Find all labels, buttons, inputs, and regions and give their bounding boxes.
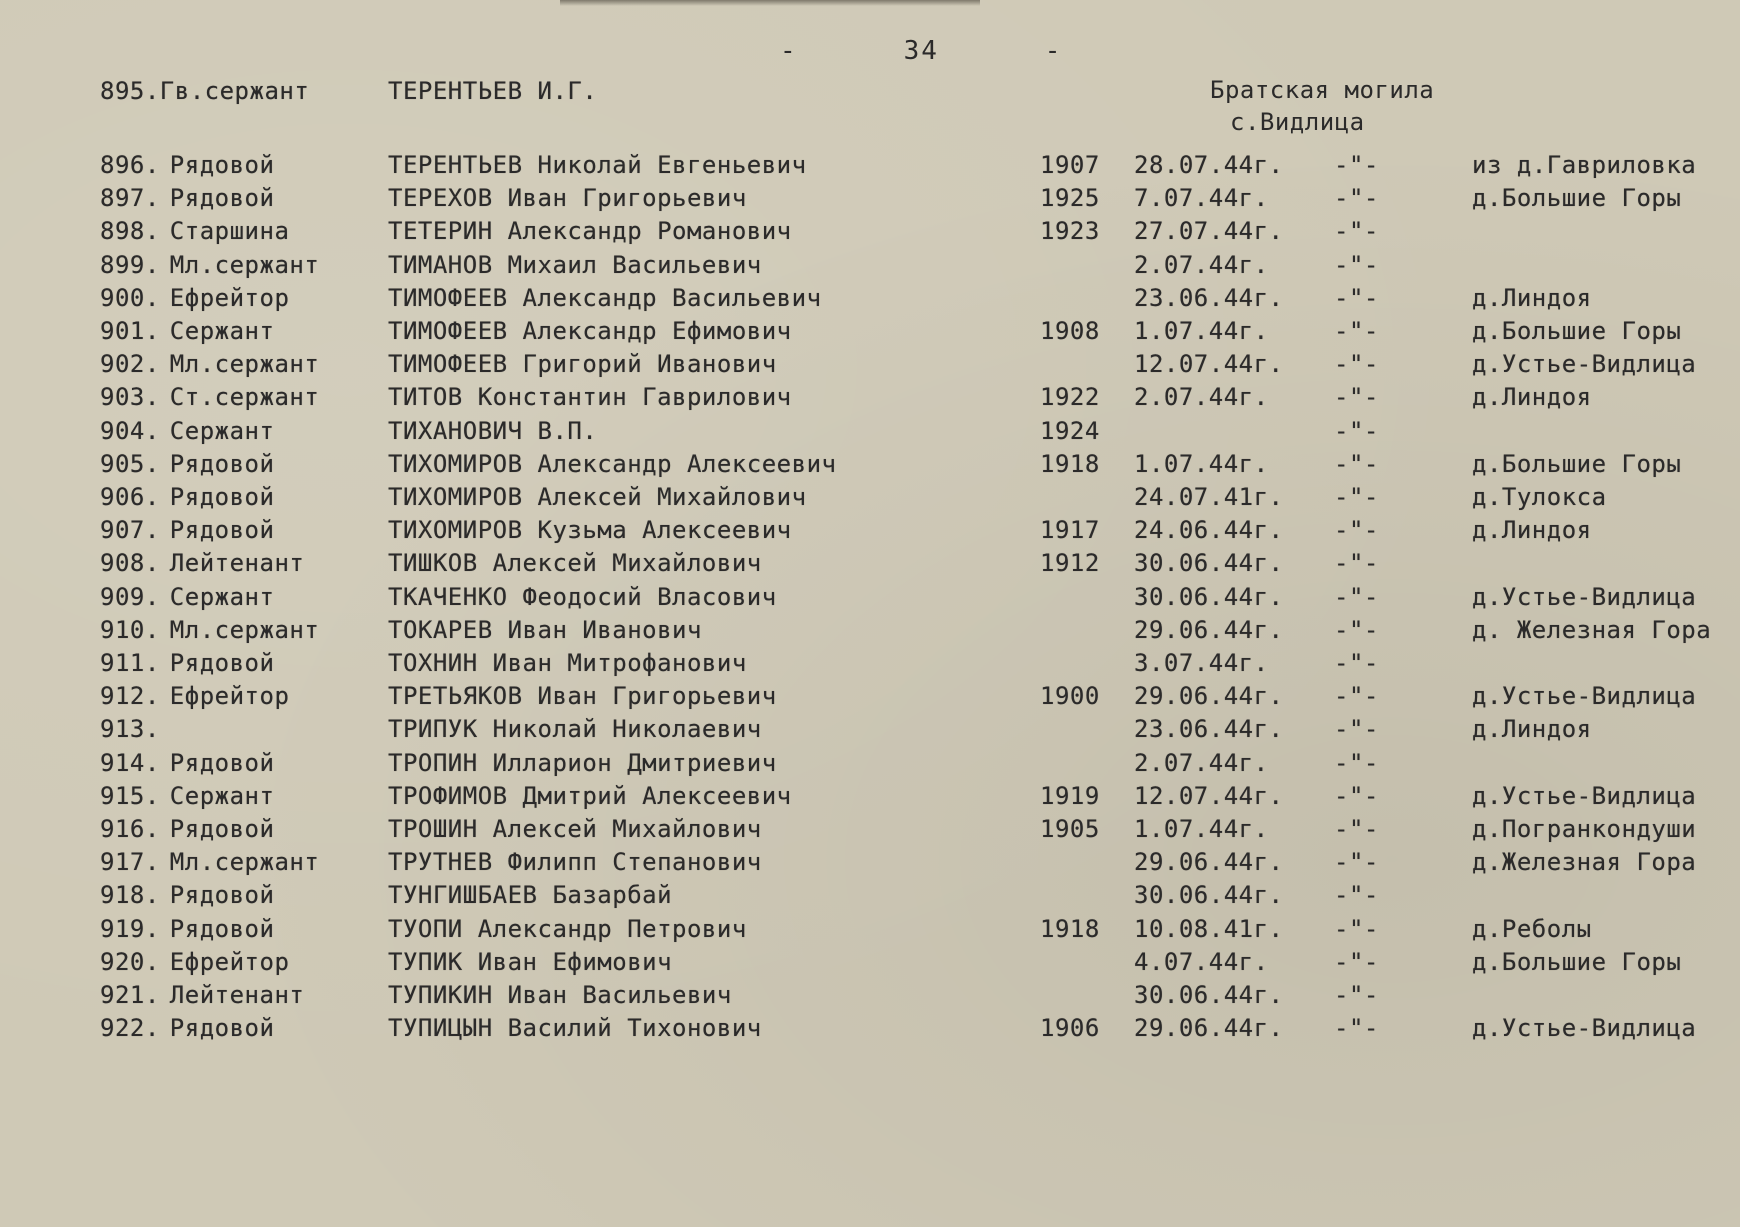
entry-name: ТИШКОВ Алексей Михайлович xyxy=(388,549,762,578)
entry-ditto-mark: -"- xyxy=(1334,217,1379,246)
entry-name: ТОХНИН Иван Митрофанович xyxy=(388,649,747,677)
entry-number: 918. xyxy=(100,881,160,910)
entry-number: 902. xyxy=(100,350,160,379)
entry-origin-place: д.Большие Горы xyxy=(1472,317,1682,345)
list-item xyxy=(0,248,1740,282)
list-item xyxy=(0,978,1740,1012)
entry-number-rank xyxy=(100,546,370,580)
entry-name: ТКАЧЕНКО Феодосий Власович xyxy=(388,582,777,611)
entry-number: 907. xyxy=(100,516,160,545)
entry-number-rank xyxy=(100,447,370,481)
entry-death-date: 30.06.44г. xyxy=(1134,582,1284,611)
entry-birth-year: 1922 xyxy=(1040,383,1100,412)
entry-name: ТИМОФЕЕВ Александр Васильевич xyxy=(388,283,822,312)
entry-origin-place: д.Устье-Видлица xyxy=(1472,781,1697,810)
entry-rank: Рядовой xyxy=(169,483,275,511)
entry-rank: Рядовой xyxy=(169,184,275,213)
entry-name: ТРИПУК Николай Николаевич xyxy=(388,715,762,744)
entry-number-rank xyxy=(100,812,370,846)
entry-number: 911. xyxy=(100,649,160,677)
entry-birth-year: 1900 xyxy=(1040,682,1100,711)
entry-number-rank xyxy=(100,912,370,946)
entry-death-date: 1.07.44г. xyxy=(1134,815,1269,843)
entry-ditto-mark: -"- xyxy=(1334,549,1379,578)
entry-origin-place: д.Устье-Видлица xyxy=(1472,1014,1697,1043)
list-item xyxy=(0,646,1740,680)
entry-death-date: 30.06.44г. xyxy=(1134,881,1284,910)
entry-number-rank xyxy=(100,148,370,182)
entry-death-date: 30.06.44г. xyxy=(1134,981,1284,1009)
list-item xyxy=(0,580,1740,614)
list-item xyxy=(0,945,1740,979)
entry-ditto-mark: -"- xyxy=(1334,449,1379,478)
entry-rank: Лейтенант xyxy=(169,981,305,1009)
entry-origin-place: д.Линдоя xyxy=(1472,715,1592,744)
entry-death-date: 29.06.44г. xyxy=(1134,1014,1284,1043)
entry-name: ТУПИЦЫН Василий Тихонович xyxy=(388,1014,762,1043)
entry-death-date: 2.07.44г. xyxy=(1134,383,1269,412)
list-item xyxy=(0,447,1740,481)
entry-death-date: 10.08.41г. xyxy=(1134,914,1284,943)
entry-origin-place: из д.Гавриловка xyxy=(1472,151,1697,179)
burial-place-line2: с.Видлица xyxy=(1230,108,1365,136)
entry-ditto-mark: -"- xyxy=(1334,981,1379,1009)
entry-number-rank xyxy=(100,513,370,547)
entry-number: 897. xyxy=(100,184,160,213)
entry-name: ТЕРЕНТЬЕВ Николай Евгеньевич xyxy=(388,151,807,179)
list-item xyxy=(0,746,1740,780)
entry-ditto-mark: -"- xyxy=(1334,516,1379,545)
entry-ditto-mark: -"- xyxy=(1334,914,1379,943)
entry-number-rank xyxy=(100,613,370,647)
entry-ditto-mark: -"- xyxy=(1334,1014,1379,1043)
entry-rank: Рядовой xyxy=(169,815,275,843)
entry-name: ТРЕТЬЯКОВ Иван Григорьевич xyxy=(388,682,777,711)
entry-number: 914. xyxy=(100,748,160,777)
entry-number: 895. xyxy=(100,77,160,105)
entry-death-date: 29.06.44г. xyxy=(1134,848,1284,877)
entry-birth-year: 1918 xyxy=(1040,914,1100,943)
entry-rank: Сержант xyxy=(169,416,275,445)
entry-number-rank xyxy=(100,679,370,713)
entry-name: ТИХОМИРОВ Александр Алексеевич xyxy=(388,449,837,478)
entry-rank: Рядовой xyxy=(169,748,275,777)
list-item xyxy=(0,912,1740,946)
entry-number-rank xyxy=(100,878,370,912)
entry-origin-place: д.Реболы xyxy=(1472,914,1592,943)
entry-name: ТОКАРЕВ Иван Иванович xyxy=(388,615,702,644)
entry-origin-place: д.Устье-Видлица xyxy=(1472,350,1697,379)
entry-ditto-mark: -"- xyxy=(1334,615,1379,644)
entry-ditto-mark: -"- xyxy=(1334,383,1379,412)
entry-birth-year: 1912 xyxy=(1040,549,1100,578)
entry-ditto-mark: -"- xyxy=(1334,682,1379,711)
entry-rank: Мл.сержант xyxy=(169,350,320,379)
entry-name: ТИХАНОВИЧ В.П. xyxy=(388,416,598,445)
entry-ditto-mark: -"- xyxy=(1334,151,1379,179)
entry-number: 921. xyxy=(100,981,160,1009)
entry-number-rank xyxy=(100,414,370,448)
list-item xyxy=(0,347,1740,381)
entry-ditto-mark: -"- xyxy=(1334,881,1379,910)
entry-ditto-mark: -"- xyxy=(1334,947,1379,976)
entry-name: ТРУТНЕВ Филипп Степанович xyxy=(388,848,762,877)
entry-rank: Ефрейтор xyxy=(169,682,290,711)
entry-rank: Ефрейтор xyxy=(169,947,290,976)
entry-birth-year: 1906 xyxy=(1040,1014,1100,1043)
entry-number: 910. xyxy=(100,615,160,644)
entry-number-rank xyxy=(100,214,370,248)
entry-number: 900. xyxy=(100,283,160,312)
entry-rank: Сержант xyxy=(169,317,275,345)
list-item xyxy=(0,845,1740,879)
entry-origin-place: д.Большие Горы xyxy=(1472,947,1682,976)
entry-ditto-mark: -"- xyxy=(1334,350,1379,379)
header-name: ТЕРЕНТЬЕВ И.Г. xyxy=(388,77,598,105)
list-item xyxy=(0,480,1740,514)
entry-ditto-mark: -"- xyxy=(1334,483,1379,511)
entry-death-date: 23.06.44г. xyxy=(1134,715,1284,744)
entry-ditto-mark: -"- xyxy=(1334,582,1379,611)
entry-rank: Рядовой xyxy=(169,914,275,943)
entry-ditto-mark: -"- xyxy=(1334,317,1379,345)
entry-ditto-mark: -"- xyxy=(1334,815,1379,843)
entry-ditto-mark: -"- xyxy=(1334,848,1379,877)
entry-name: ТРОФИМОВ Дмитрий Алексеевич xyxy=(388,781,792,810)
entry-number: 906. xyxy=(100,483,160,511)
entry-number-rank xyxy=(100,181,370,215)
entry-origin-place: д.Большие Горы xyxy=(1472,449,1682,478)
entry-birth-year: 1908 xyxy=(1040,317,1100,345)
entry-rank: Мл.сержант xyxy=(169,615,320,644)
entry-birth-year: 1905 xyxy=(1040,815,1100,843)
paper-top-edge xyxy=(560,0,980,6)
entry-number-rank xyxy=(100,480,370,514)
entry-birth-year: 1918 xyxy=(1040,449,1100,478)
list-item xyxy=(0,779,1740,813)
entry-name: ТЕТЕРИН Александр Романович xyxy=(388,217,792,246)
entry-name: ТИМОФЕЕВ Григорий Иванович xyxy=(388,350,777,379)
entry-death-date: 3.07.44г. xyxy=(1134,649,1269,677)
list-item xyxy=(0,878,1740,912)
entry-death-date: 23.06.44г. xyxy=(1134,283,1284,312)
entry-name: ТИТОВ Константин Гаврилович xyxy=(388,383,792,412)
entry-number: 896. xyxy=(100,151,160,179)
entry-number-rank xyxy=(100,779,370,813)
entry-death-date: 2.07.44г. xyxy=(1134,748,1269,777)
list-item xyxy=(0,281,1740,315)
entry-origin-place: д.Линдоя xyxy=(1472,383,1592,412)
entry-origin-place: д.Железная Гора xyxy=(1472,848,1697,877)
entry-number-rank xyxy=(100,314,370,348)
list-item xyxy=(0,314,1740,348)
entry-name: ТИМОФЕЕВ Александр Ефимович xyxy=(388,317,792,345)
entry-death-date: 29.06.44г. xyxy=(1134,682,1284,711)
entry-death-date: 29.06.44г. xyxy=(1134,615,1284,644)
entry-death-date: 30.06.44г. xyxy=(1134,549,1284,578)
entry-number: 922. xyxy=(100,1014,160,1043)
entry-number: 912. xyxy=(100,682,160,711)
entry-number-rank xyxy=(100,746,370,780)
entry-number: 904. xyxy=(100,416,160,445)
entry-origin-place: д.Тулокса xyxy=(1472,483,1607,511)
entry-number-rank xyxy=(100,845,370,879)
entry-ditto-mark: -"- xyxy=(1334,416,1379,445)
entry-rank: Рядовой xyxy=(169,449,275,478)
entry-rank: Рядовой xyxy=(169,516,275,545)
header-rank xyxy=(100,74,370,108)
entry-number: 903. xyxy=(100,383,160,412)
entry-death-date: 4.07.44г. xyxy=(1134,947,1269,976)
list-item xyxy=(0,380,1740,414)
entry-birth-year: 1907 xyxy=(1040,151,1100,179)
entry-number: 901. xyxy=(100,317,160,345)
entry-ditto-mark: -"- xyxy=(1334,781,1379,810)
entry-origin-place: д. Железная Гора xyxy=(1472,615,1712,644)
entry-rank: Рядовой xyxy=(169,1014,275,1043)
entry-name: ТИХОМИРОВ Алексей Михайлович xyxy=(388,483,807,511)
entry-number: 908. xyxy=(100,549,160,578)
entry-death-date: 12.07.44г. xyxy=(1134,781,1284,810)
entry-death-date: 7.07.44г. xyxy=(1134,184,1269,213)
entry-number: 898. xyxy=(100,217,160,246)
entry-rank: Мл.сержант xyxy=(169,250,320,279)
list-item xyxy=(0,513,1740,547)
entry-rank: Ст.сержант xyxy=(169,383,320,412)
entry-ditto-mark: -"- xyxy=(1334,250,1379,279)
entry-death-date: 1.07.44г. xyxy=(1134,317,1269,345)
entry-name: ТРОПИН Илларион Дмитриевич xyxy=(388,748,777,777)
entry-death-date: 2.07.44г. xyxy=(1134,250,1269,279)
entry-death-date: 28.07.44г. xyxy=(1134,151,1284,179)
list-item xyxy=(0,148,1740,182)
entry-ditto-mark: -"- xyxy=(1334,748,1379,777)
entry-origin-place: д.Линдоя xyxy=(1472,516,1592,545)
entry-birth-year: 1925 xyxy=(1040,184,1100,213)
entry-number: 919. xyxy=(100,914,160,943)
entry-birth-year: 1924 xyxy=(1040,416,1100,445)
entry-rank: Рядовой xyxy=(169,649,275,677)
entry-ditto-mark: -"- xyxy=(1334,184,1379,213)
entry-death-date: 24.07.41г. xyxy=(1134,483,1284,511)
entry-number: 915. xyxy=(100,781,160,810)
entry-rank: Сержант xyxy=(169,781,275,810)
entry-rank: Сержант xyxy=(169,582,275,611)
entry-number: 905. xyxy=(100,449,160,478)
entry-name: ТУПИК Иван Ефимович xyxy=(388,947,673,976)
list-item xyxy=(0,414,1740,448)
entry-birth-year: 1919 xyxy=(1040,781,1100,810)
entry-ditto-mark: -"- xyxy=(1334,715,1379,744)
entry-number-rank xyxy=(100,380,370,414)
entry-name: ТЕРЕХОВ Иван Григорьевич xyxy=(388,184,747,213)
list-item xyxy=(0,712,1740,746)
entry-rank: Гв.сержант xyxy=(159,77,310,105)
entry-number-rank xyxy=(100,646,370,680)
entry-number-rank xyxy=(100,978,370,1012)
entry-origin-place: д.Линдоя xyxy=(1472,283,1592,312)
entry-birth-year: 1917 xyxy=(1040,516,1100,545)
entry-rank: Старшина xyxy=(169,217,290,246)
entry-origin-place: д.Большие Горы xyxy=(1472,184,1682,213)
entry-origin-place: д.Устье-Видлица xyxy=(1472,582,1697,611)
list-item xyxy=(0,1011,1740,1045)
entry-number-rank xyxy=(100,1011,370,1045)
entry-number-rank xyxy=(100,945,370,979)
entry-number-rank xyxy=(100,580,370,614)
entry-origin-place: д.Устье-Видлица xyxy=(1472,682,1697,711)
list-item xyxy=(0,679,1740,713)
entry-name: ТРОШИН Алексей Михайлович xyxy=(388,815,762,843)
entry-death-date: 1.07.44г. xyxy=(1134,449,1269,478)
list-item xyxy=(0,812,1740,846)
entry-number: 913. xyxy=(100,715,160,744)
header-entry xyxy=(0,74,1740,144)
entry-number-rank xyxy=(100,347,370,381)
page-number: - 34 - xyxy=(780,36,1063,66)
entry-death-date: 12.07.44г. xyxy=(1134,350,1284,379)
entry-rank: Рядовой xyxy=(169,881,275,910)
list-item xyxy=(0,181,1740,215)
entry-number-rank xyxy=(100,712,370,746)
entry-rank: Рядовой xyxy=(169,151,275,179)
entry-name: ТУПИКИН Иван Васильевич xyxy=(388,981,732,1009)
entry-origin-place: д.Погранкондуши xyxy=(1472,815,1697,843)
entry-death-date: 24.06.44г. xyxy=(1134,516,1284,545)
list-item xyxy=(0,613,1740,647)
entry-rank: Ефрейтор xyxy=(169,283,290,312)
entry-number: 916. xyxy=(100,815,160,843)
entry-birth-year: 1923 xyxy=(1040,217,1100,246)
entry-number-rank xyxy=(100,281,370,315)
entry-death-date: 27.07.44г. xyxy=(1134,217,1284,246)
entry-rank: Мл.сержант xyxy=(169,848,320,877)
list-item xyxy=(0,214,1740,248)
entry-number-rank xyxy=(100,248,370,282)
entry-number: 917. xyxy=(100,848,160,877)
entry-ditto-mark: -"- xyxy=(1334,283,1379,312)
entry-number: 920. xyxy=(100,947,160,976)
list-item xyxy=(0,546,1740,580)
entry-name: ТУНГИШБАЕВ Базарбай xyxy=(388,881,673,910)
burial-place-line1: Братская могила xyxy=(1210,76,1435,104)
entry-rank: Лейтенант xyxy=(169,549,305,578)
entry-number: 899. xyxy=(100,250,160,279)
entry-name: ТИМАНОВ Михаил Васильевич xyxy=(388,250,762,279)
entry-number: 909. xyxy=(100,582,160,611)
entry-ditto-mark: -"- xyxy=(1334,649,1379,677)
entry-name: ТУОПИ Александр Петрович xyxy=(388,914,747,943)
entry-name: ТИХОМИРОВ Кузьма Алексеевич xyxy=(388,516,792,545)
